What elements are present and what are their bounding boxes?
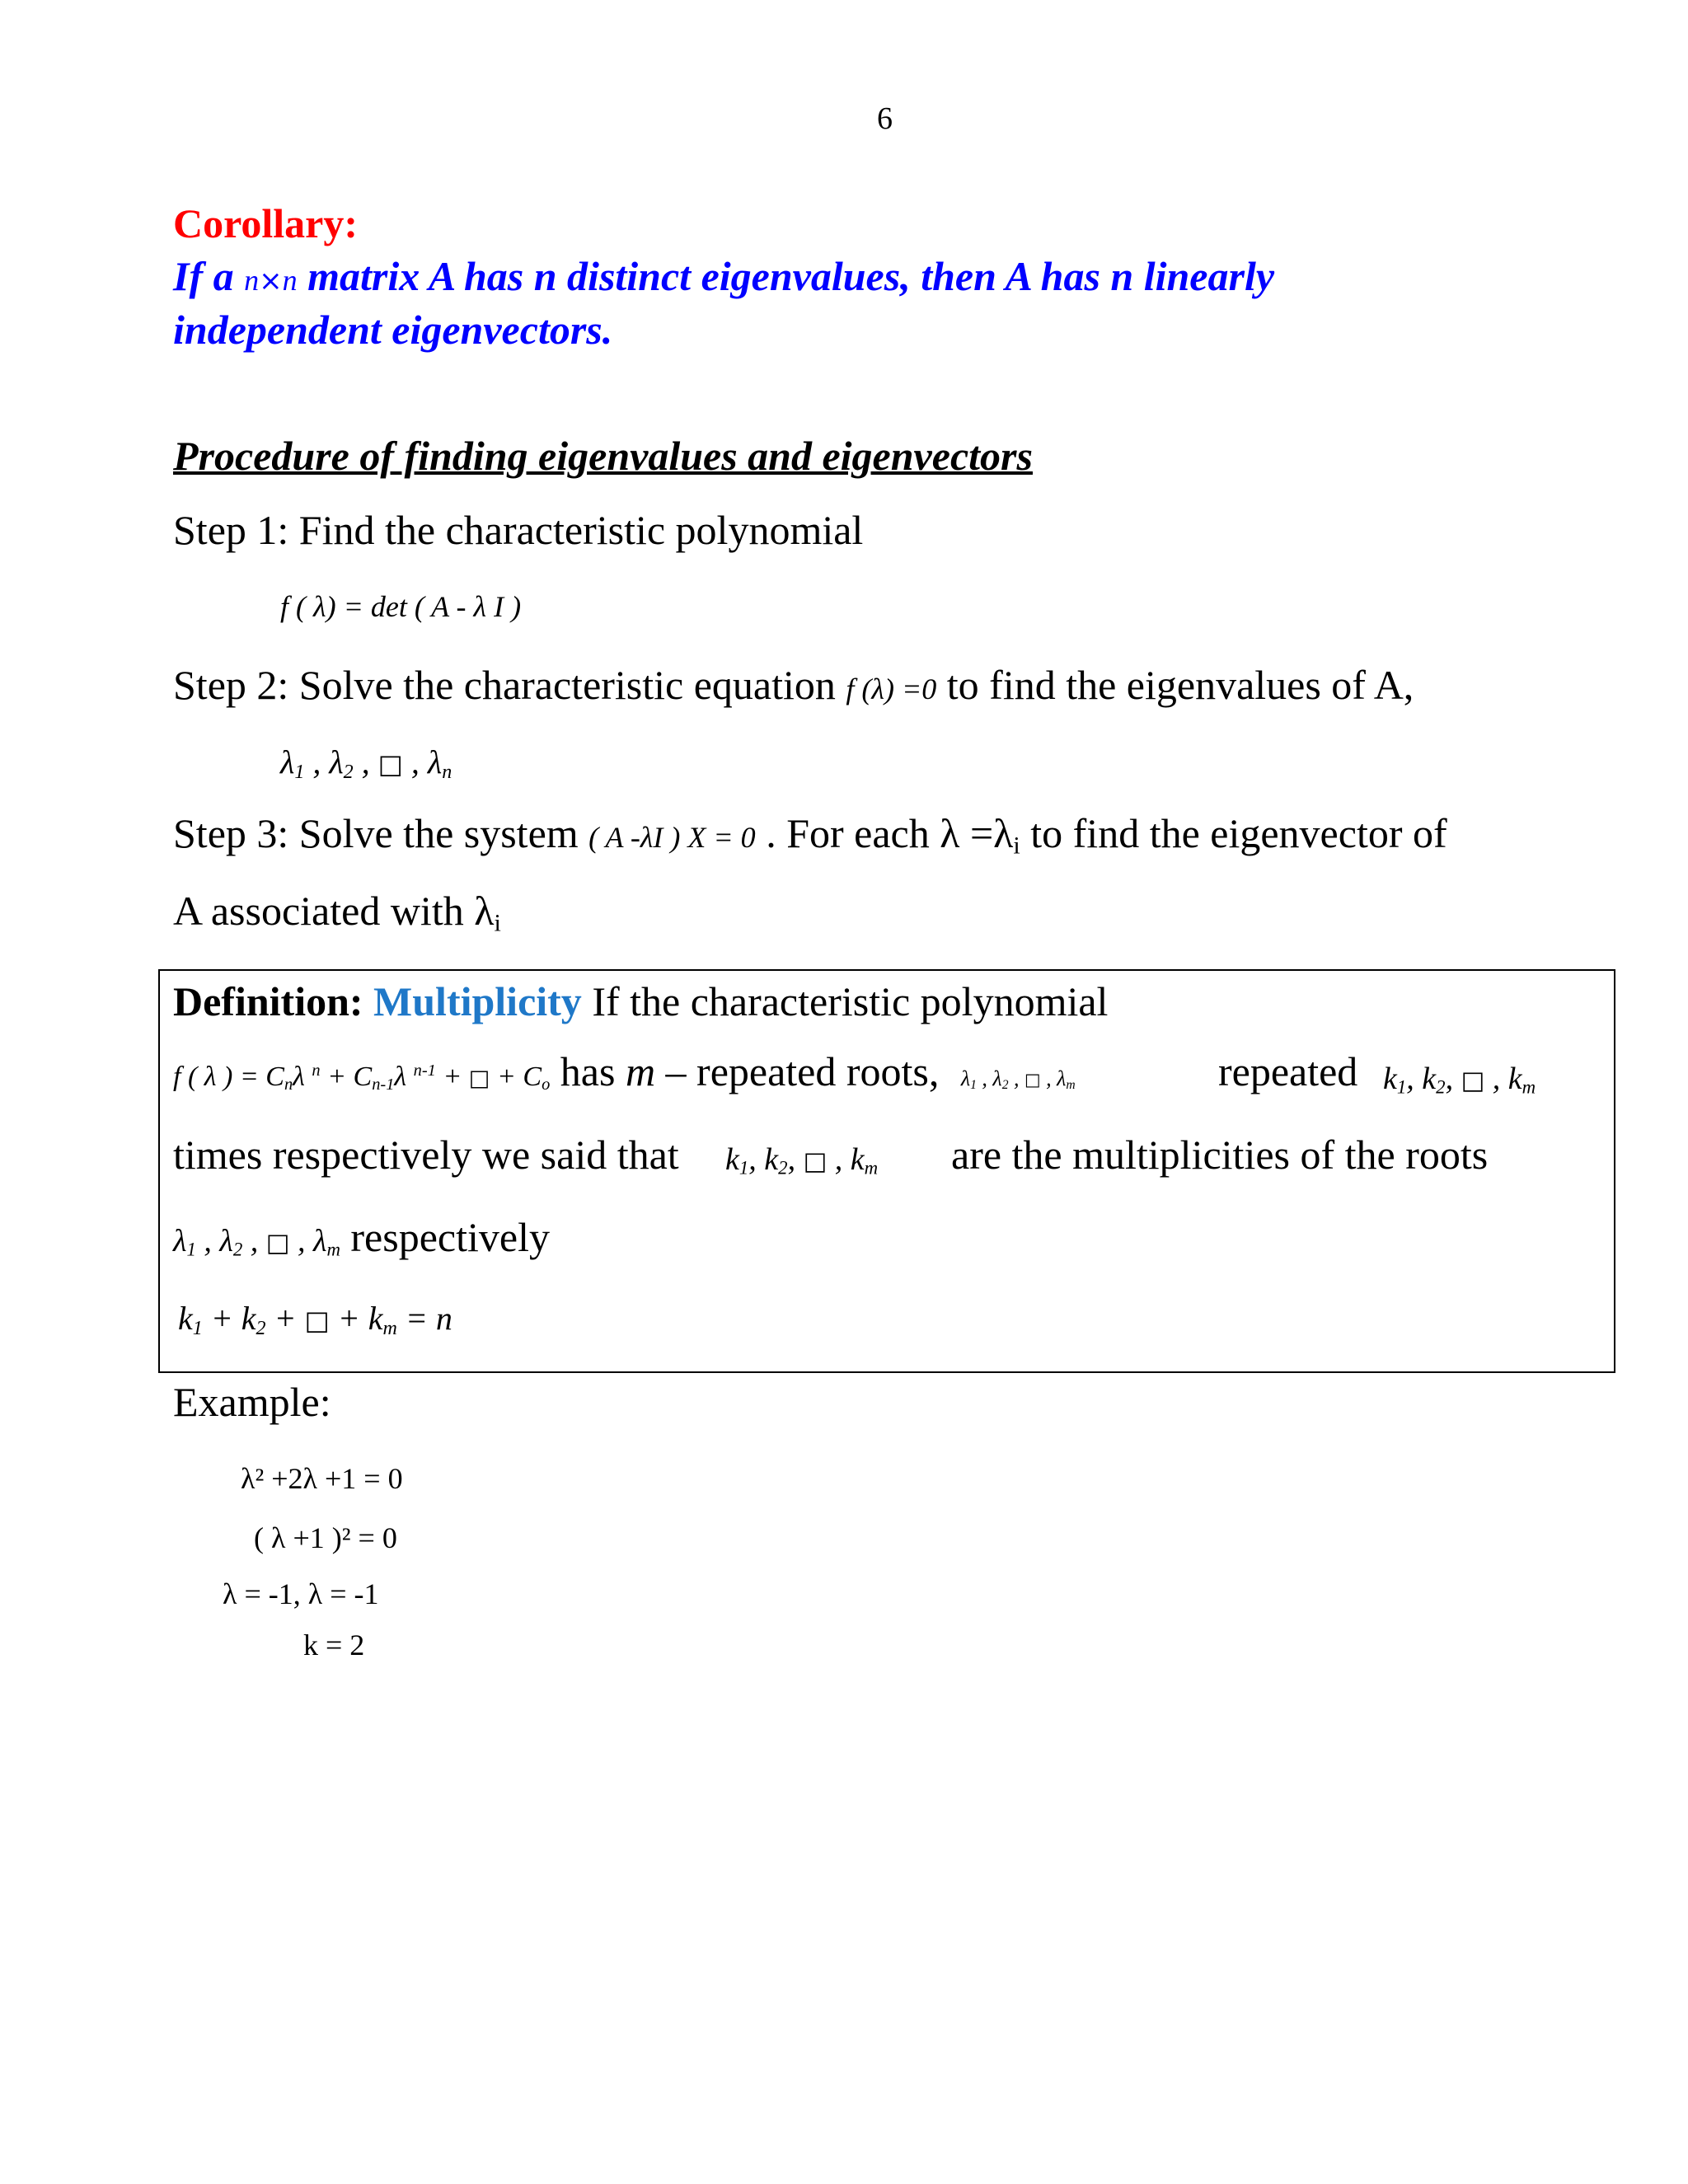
- example-eq-3: λ = -1, λ = -1: [223, 1577, 379, 1610]
- step-3-text-c: to find the eigenvector of: [1020, 810, 1447, 856]
- step-3-line-2-sub: i: [494, 909, 501, 937]
- step-2-text-b: to find the eigenvalues of A,: [936, 662, 1414, 708]
- step-1: Step 1: Find the characteristic polynomial: [173, 507, 864, 553]
- repeated-text: repeated: [1218, 1048, 1358, 1094]
- step-2-formula: f (λ) =0: [846, 673, 937, 705]
- step-3-line-2-text: A associated with λ: [173, 888, 495, 934]
- eigenvalue-list: $\lambda_1$ , $\lambda_2$ , □ , $\lambda_n$: [280, 743, 452, 783]
- step-2: [173, 662, 1414, 708]
- m-variable: m: [625, 1048, 656, 1094]
- example-eq-2: ( λ +1 )² = 0: [254, 1521, 397, 1554]
- corollary-text-part1: If a: [173, 253, 245, 299]
- example-label: Example:: [173, 1379, 331, 1425]
- polynomial-formula: f ( λ ) = $C_n\lambda$ $^n + C_{n-1}\lambda$ $^{n-1}$ + □ + $C_o$: [173, 1061, 551, 1094]
- definition-term: Multiplicity: [373, 978, 582, 1024]
- step-1-formula: f ( λ) = det ( A - λ I ): [280, 590, 522, 623]
- corollary-line-2: independent eigenvectors.: [173, 307, 613, 353]
- corollary-math-n2: n: [282, 264, 298, 297]
- definition-line-3-b: are the multiplicities of the roots: [951, 1132, 1489, 1178]
- definition-label: Definition:: [173, 978, 363, 1024]
- example-eq-4: k = 2: [303, 1629, 365, 1661]
- step-3-text-a: Step 3: Solve the system: [173, 810, 589, 856]
- step-3-sub: i: [1013, 832, 1020, 860]
- definition-line-3: times respectively we said that: [173, 1132, 679, 1178]
- example-eq-1: λ² +2λ +1 = 0: [241, 1462, 403, 1495]
- step-3-text-b: . For each λ =λ: [755, 810, 1014, 856]
- page-number: 6: [877, 101, 893, 136]
- corollary-math-times: ×: [259, 265, 283, 298]
- step-3-line-2: [173, 890, 501, 936]
- corollary-math-n1: n: [244, 264, 260, 297]
- roots-list-2: $\lambda_1$ , $\lambda_2$ , □ , $\lambda_m$: [173, 1224, 340, 1260]
- procedure-heading: Procedure of finding eigenvalues and eigenvectors: [173, 433, 1033, 479]
- multiplicity-sum: $k_1 + k_2$ + □ + $k_m = n$: [178, 1300, 452, 1339]
- step-3-formula: ( A -λI ) X = 0: [588, 821, 756, 854]
- has-text: has: [550, 1048, 626, 1094]
- corollary-title: Corollary:: [173, 200, 359, 246]
- step-3: [173, 810, 1447, 860]
- definition-line-1-rest: If the characteristic polynomial: [581, 978, 1109, 1024]
- definition-line-4: [173, 1216, 550, 1259]
- multiplicity-list-2: $k_1$, $k_2$, □ , $k_m$: [725, 1142, 879, 1179]
- respectively-text: respectively: [350, 1214, 550, 1260]
- corollary-line-1: [173, 255, 1274, 297]
- eigenvalue-symbol: λ: [280, 743, 295, 780]
- corollary-text-part2: matrix A has n distinct eigenvalues, then A has n linearly: [297, 253, 1275, 299]
- repeated-roots-text: – repeated roots,: [655, 1048, 940, 1094]
- multiplicity-list-1: $k_1$, $k_2$, □ , $k_m$: [1383, 1062, 1536, 1098]
- definition-line-1: [173, 978, 1109, 1024]
- step-2-text-a: Step 2: Solve the characteristic equation: [173, 662, 846, 708]
- roots-list: $\lambda_1$ , $\lambda_2$ , □ , $\lambda_m$: [960, 1066, 1076, 1092]
- definition-line-2: [173, 1048, 1076, 1094]
